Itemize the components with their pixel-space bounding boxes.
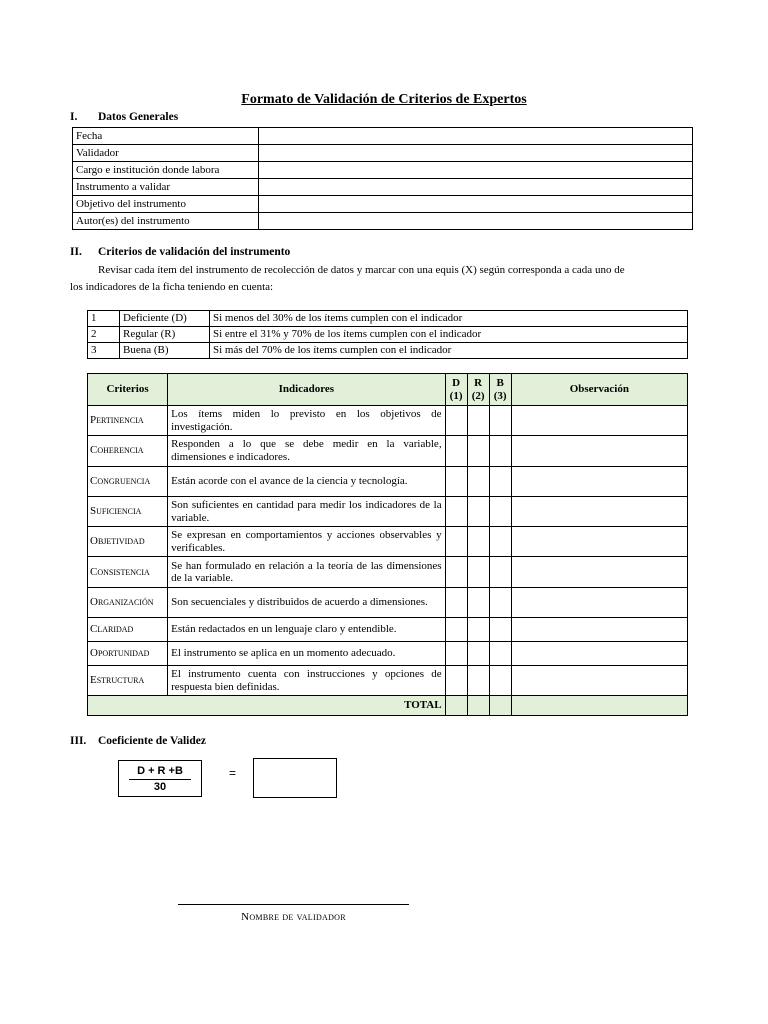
scale-row (88, 327, 688, 343)
general-row-value[interactable] (259, 128, 693, 145)
scale-row (88, 343, 688, 359)
criterion-name: Coherencia (88, 436, 168, 466)
observation-cell[interactable] (511, 666, 687, 696)
criterion-indicator: Se han formulado en relación a la teoría de las dimensiones de la variable. (168, 557, 445, 587)
criteria-row (88, 618, 688, 642)
general-row-label: Cargo e institución donde labora (73, 162, 259, 179)
scale-level: Buena (B) (120, 343, 210, 359)
criterion-indicator: Son secuenciales y distribuidos de acuerdo a dimensiones. (168, 587, 445, 617)
validator-name-label: Nombre de validador (241, 911, 346, 923)
criterion-indicator: Están acorde con el avance de la ciencia y tecnología. (168, 466, 445, 496)
criterion-indicator: Los ítems miden lo previsto en los objetivos de investigación. (168, 406, 445, 436)
observation-cell[interactable] (511, 527, 687, 557)
mark-b-cell[interactable] (489, 587, 511, 617)
mark-d-cell[interactable] (445, 587, 467, 617)
total-r-cell[interactable] (467, 696, 489, 716)
general-row-value[interactable] (259, 213, 693, 230)
observation-cell[interactable] (511, 618, 687, 642)
criterion-indicator: El instrumento se aplica en un momento adecuado. (168, 642, 445, 666)
criterion-indicator: Responden a lo que se debe medir en la variable, dimensiones e indicadores. (168, 436, 445, 466)
criterion-name: Organización (88, 587, 168, 617)
criterion-name: Estructura (88, 666, 168, 696)
observation-cell[interactable] (511, 406, 687, 436)
section-1-heading: I. Datos Generales (70, 111, 179, 123)
mark-d-cell[interactable] (445, 642, 467, 666)
coefficient-formula-box (118, 760, 202, 797)
mark-b-cell[interactable] (489, 527, 511, 557)
mark-b-cell[interactable] (489, 557, 511, 587)
general-row-label: Fecha (73, 128, 259, 145)
total-b-cell[interactable] (489, 696, 511, 716)
observation-cell[interactable] (511, 436, 687, 466)
criteria-row (88, 527, 688, 557)
general-row-label: Autor(es) del instrumento (73, 213, 259, 230)
criterion-name: Suficiencia (88, 496, 168, 526)
header-r: R (2) (467, 374, 489, 406)
total-label: TOTAL (88, 696, 446, 716)
mark-r-cell[interactable] (467, 466, 489, 496)
header-indicadores: Indicadores (168, 374, 445, 406)
criteria-header-row (88, 374, 688, 406)
signature-line (178, 904, 409, 905)
header-b: B (3) (489, 374, 511, 406)
mark-d-cell[interactable] (445, 436, 467, 466)
mark-d-cell[interactable] (445, 466, 467, 496)
general-row-label: Objetivo del instrumento (73, 196, 259, 213)
mark-b-cell[interactable] (489, 466, 511, 496)
criterion-indicator: Se expresan en comportamientos y acciones observables y verificables. (168, 527, 445, 557)
criterion-indicator: Son suficientes en cantidad para medir los indicadores de la variable. (168, 496, 445, 526)
general-row-value[interactable] (259, 196, 693, 213)
mark-r-cell[interactable] (467, 618, 489, 642)
general-row-label: Validador (73, 145, 259, 162)
criterion-name: Oportunidad (88, 642, 168, 666)
general-row-label: Instrumento a validar (73, 179, 259, 196)
criterion-indicator: Están redactados en un lenguaje claro y entendible. (168, 618, 445, 642)
document-title: Formato de Validación de Criterios de Expertos (241, 92, 527, 107)
equals-sign: = (229, 766, 237, 780)
mark-r-cell[interactable] (467, 496, 489, 526)
mark-b-cell[interactable] (489, 618, 511, 642)
mark-d-cell[interactable] (445, 527, 467, 557)
mark-b-cell[interactable] (489, 436, 511, 466)
total-row (88, 696, 688, 716)
scale-number: 2 (88, 327, 120, 343)
mark-r-cell[interactable] (467, 666, 489, 696)
rating-scale-table (87, 310, 688, 359)
mark-r-cell[interactable] (467, 642, 489, 666)
mark-b-cell[interactable] (489, 496, 511, 526)
general-row (73, 128, 693, 145)
mark-r-cell[interactable] (467, 436, 489, 466)
mark-b-cell[interactable] (489, 406, 511, 436)
mark-r-cell[interactable] (467, 527, 489, 557)
scale-number: 1 (88, 311, 120, 327)
criteria-table (87, 373, 688, 716)
scale-level: Deficiente (D) (120, 311, 210, 327)
total-d-cell[interactable] (445, 696, 467, 716)
header-d: D (1) (445, 374, 467, 406)
general-row (73, 145, 693, 162)
criteria-row (88, 642, 688, 666)
header-criterios: Criterios (88, 374, 168, 406)
mark-d-cell[interactable] (445, 496, 467, 526)
criterion-name: Objetividad (88, 527, 168, 557)
mark-d-cell[interactable] (445, 618, 467, 642)
coefficient-result-box[interactable] (253, 758, 337, 798)
observation-cell[interactable] (511, 587, 687, 617)
formula-denominator: 30 (153, 781, 167, 793)
criterion-name: Pertinencia (88, 406, 168, 436)
mark-d-cell[interactable] (445, 557, 467, 587)
observation-cell[interactable] (511, 466, 687, 496)
criteria-row (88, 587, 688, 617)
general-row-value[interactable] (259, 145, 693, 162)
mark-b-cell[interactable] (489, 642, 511, 666)
section-3-heading: III. Coeficiente de Validez (70, 735, 206, 747)
mark-d-cell[interactable] (445, 666, 467, 696)
general-row (73, 213, 693, 230)
scale-row (88, 311, 688, 327)
general-row-value[interactable] (259, 162, 693, 179)
criteria-row (88, 466, 688, 496)
criteria-row (88, 406, 688, 436)
mark-r-cell[interactable] (467, 406, 489, 436)
criterion-name: Claridad (88, 618, 168, 642)
scale-number: 3 (88, 343, 120, 359)
formula-numerator: D + R +B (129, 765, 191, 780)
criteria-row (88, 557, 688, 587)
observation-cell[interactable] (511, 496, 687, 526)
criterion-name: Consistencia (88, 557, 168, 587)
scale-description: Si entre el 31% y 70% de los ítems cumplen con el indicador (210, 327, 688, 343)
mark-b-cell[interactable] (489, 666, 511, 696)
criterion-indicator: El instrumento cuenta con instrucciones y opciones de respuesta bien definidas. (168, 666, 445, 696)
instructions-paragraph: Revisar cada ítem del instrumento de recolección de datos y marcar con una equis (X) según corresponda a cada uno de los indicadores de la ficha teniendo en cuenta: (70, 264, 625, 293)
criteria-row (88, 496, 688, 526)
scale-description: Si más del 70% de los ítems cumplen con el indicador (210, 343, 688, 359)
criteria-row (88, 436, 688, 466)
criterion-name: Congruencia (88, 466, 168, 496)
general-row (73, 179, 693, 196)
general-row (73, 196, 693, 213)
general-data-table (72, 127, 693, 230)
scale-description: Si menos del 30% de los ítems cumplen con el indicador (210, 311, 688, 327)
section-2-heading: II. Criterios de validación del instrumento (70, 246, 291, 258)
scale-level: Regular (R) (120, 327, 210, 343)
general-row-value[interactable] (259, 179, 693, 196)
total-observation-cell[interactable] (511, 696, 687, 716)
mark-d-cell[interactable] (445, 406, 467, 436)
mark-r-cell[interactable] (467, 587, 489, 617)
general-row (73, 162, 693, 179)
header-observacion: Observación (511, 374, 687, 406)
observation-cell[interactable] (511, 557, 687, 587)
observation-cell[interactable] (511, 642, 687, 666)
mark-r-cell[interactable] (467, 557, 489, 587)
criteria-row (88, 666, 688, 696)
